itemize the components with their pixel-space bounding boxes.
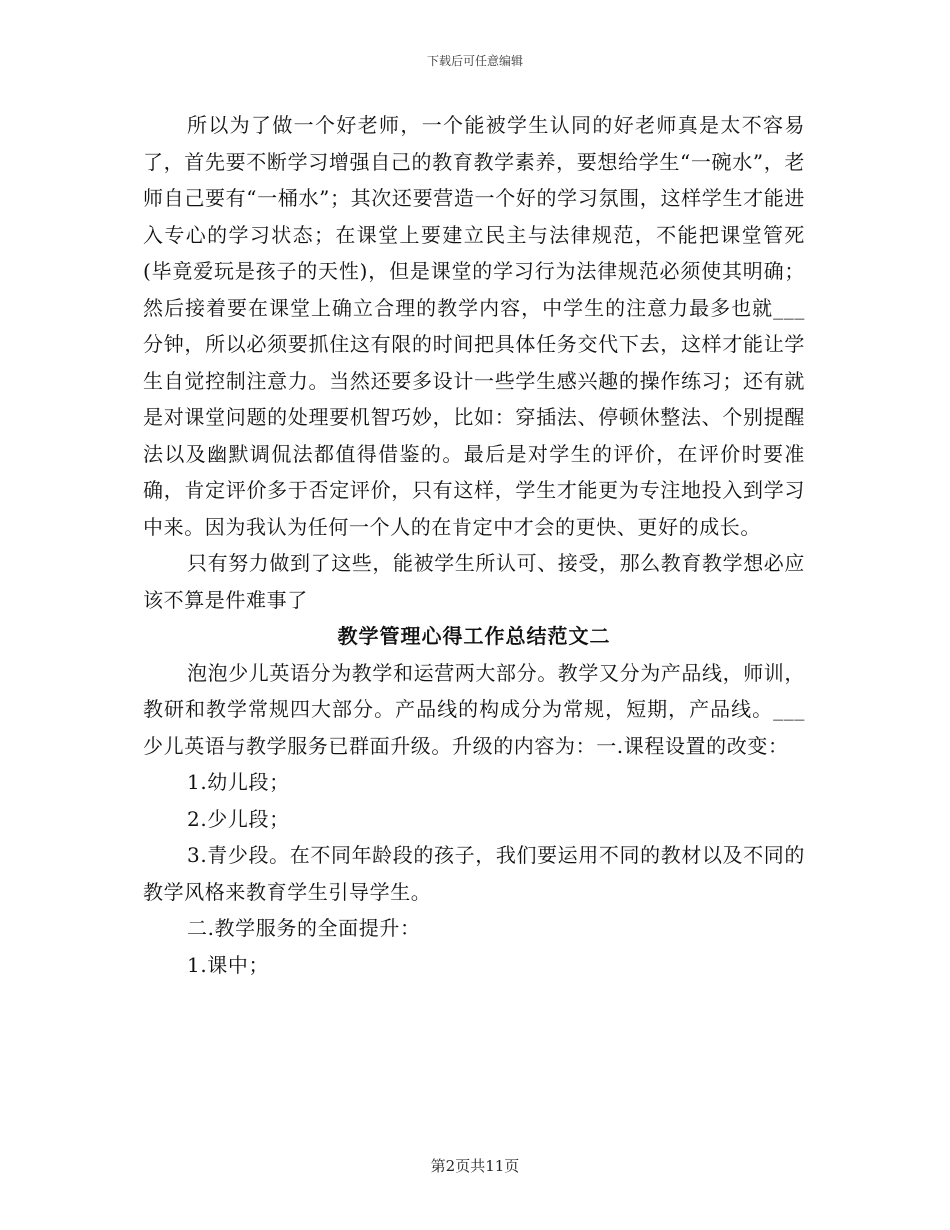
list-item: 1.课中； [187, 952, 270, 977]
section-title: 教学管理心得工作总结范文二 [337, 624, 611, 648]
page-header: 下载后可任意编辑 [426, 54, 523, 68]
list-item: 1.幼儿段； [187, 770, 290, 794]
list-item: 2.少儿段； [187, 806, 290, 831]
list-item: 3.青少段。在不同年龄段的孩子，我们要运用不同的教材以及不同的教学风格来教育学生引导学生。 [143, 843, 805, 904]
paragraph: 二.教学服务的全面提升： [187, 916, 421, 940]
document-body [143, 107, 805, 983]
paragraph: 所以为了做一个好老师，一个能被学生认同的好老师真是太不容易了，首先要不断学习增强自己的教育教学素养，要想给学生“一碗水”，老师自己要有“一桶水”；其次还要营造一个好的学习氛围，这样学生才能进入专心的学习状态；在课堂上要建立民主与法律规范，不能把课堂管死(毕竟爱玩是孩子的天性)，但是课堂的学习行为法律规范必须使其明确；然后接着要在课堂上确立合理的教学内容，中学生的注意力最多也就___分钟，所以必须要抓住这有限的时间把具体任务交代下去，这样才能让学生自觉控制注意力。当然还要多设计一些学生感兴趣的操作练习；还有就是对课堂问题的处理要机智巧妙，比如：穿插法、停顿休整法、个别提醒法以及幽默调侃法都值得借鉴的。最后是对学生的评价，在评价时要准确，肯定评价多于否定评价，只有这样，学生才能更为专注地投入到学习中来。因为我认为任何一个人的在肯定中才会的更快、更好的成长。 [143, 113, 805, 539]
paragraph: 泡泡少儿英语分为教学和运营两大部分。教学又分为产品线，师训，教研和教学常规四大部分。产品线的构成分为常规，短期，产品线。___少儿英语与教学服务已群面升级。升级的内容为：一.课程设置的改变： [143, 660, 805, 758]
paragraph: 只有努力做到了这些，能被学生所认可、接受，那么教育教学想必应该不算是件难事了 [143, 551, 805, 612]
page-footer: 第2页共11页 [430, 1157, 520, 1175]
